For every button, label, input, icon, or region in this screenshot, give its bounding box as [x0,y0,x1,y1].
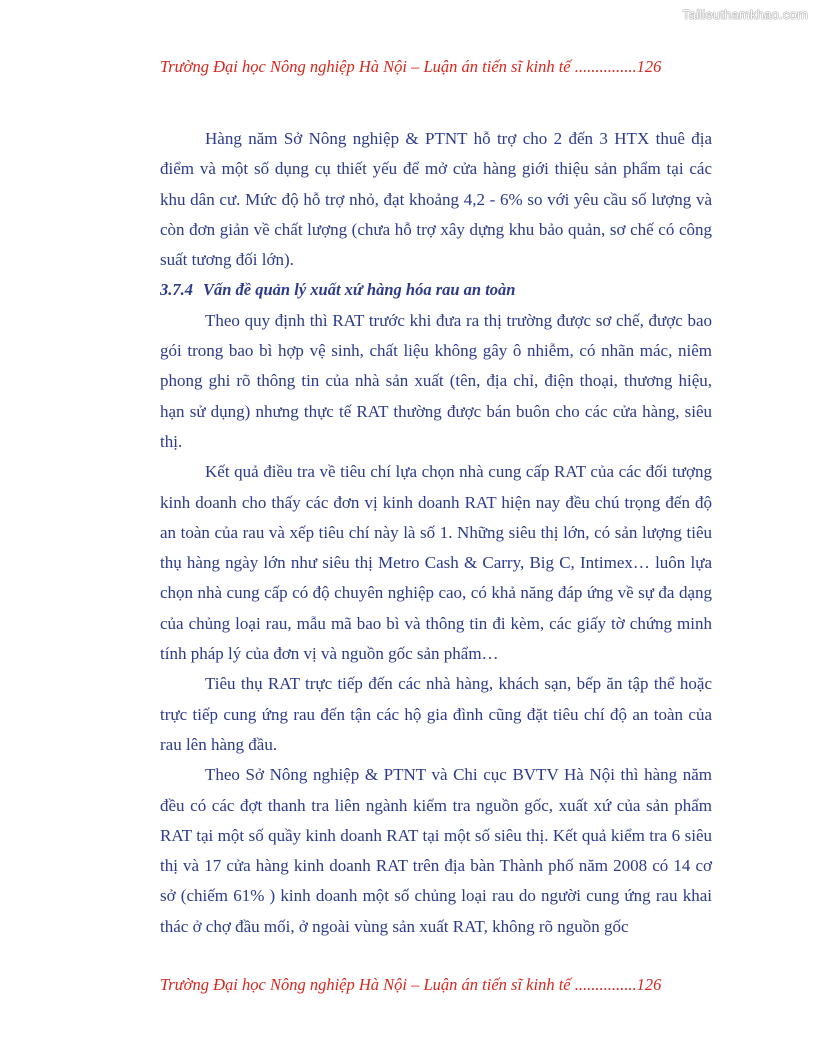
running-footer: Trường Đại học Nông nghiệp Hà Nội – Luận án tiến sĩ kinh tế ...............126 [160,975,662,994]
paragraph: Hàng năm Sở Nông nghiệp & PTNT hỗ trợ cho 2 đến 3 HTX thuê địa điểm và một số dụng cụ thiết yếu để mở cửa hàng giới thiệu sản phẩm tại các khu dân cư. Mức độ hỗ trợ nhỏ, đạt khoảng 4,2 - 6% so với yêu cầu số lượng và còn đơn giản về chất lượng (chưa hỗ trợ xây dựng khu bảo quản, sơ chế có công suất tương đối lớn). [160,129,712,270]
section-heading [160,275,712,305]
paragraph: Theo quy định thì RAT trước khi đưa ra thị trường được sơ chế, được bao gói trong bao bì hợp vệ sinh, chất liệu không gây ô nhiễm, có nhãn mác, niêm phong ghi rõ thông tin của nhà sản xuất (tên, địa chỉ, điện thoại, thương hiệu, hạn sử dụng) nhưng thực tế RAT thường được bán buôn cho các cửa hàng, siêu thị. [160,310,712,451]
running-header: Trường Đại học Nông nghiệp Hà Nội – Luận án tiến sĩ kinh tế ...............126 [160,57,662,76]
section-title: Vấn đề quản lý xuất xứ hàng hóa rau an toàn [203,280,516,300]
section-number: 3.7.4 [160,280,193,300]
watermark: Tailieuthamkhao.com [682,7,808,22]
paragraph: Tiêu thụ RAT trực tiếp đến các nhà hàng, khách sạn, bếp ăn tập thể hoặc trực tiếp cung ứng rau đến tận các hộ gia đình cũng đặt tiêu chí độ an toàn của rau lên hàng đầu. [160,674,712,754]
paragraph: Theo Sở Nông nghiệp & PTNT và Chi cục BVTV Hà Nội thì hàng năm đều có các đợt thanh tra liên ngành kiểm tra nguồn gốc, xuất xứ của sản phẩm RAT tại một số quầy kinh doanh RAT tại một số siêu thị. Kết quả kiểm tra 6 siêu thị và 17 cửa hàng kinh doanh RAT trên địa bàn Thành phố năm 2008 có 14 cơ sở (chiếm 61% ) kinh doanh một số chủng loại rau do người cung ứng rau khai thác ở chợ đầu mối, ở ngoài vùng sản xuất RAT, không rõ nguồn gốc [160,765,712,936]
page-body [160,124,712,942]
paragraph: Kết quả điều tra về tiêu chí lựa chọn nhà cung cấp RAT của các đối tượng kinh doanh cho thấy các đơn vị kinh doanh RAT hiện nay đều chú trọng đến độ an toàn của rau và xếp tiêu chí này là số 1. Những siêu thị lớn, có sản lượng tiêu thụ hàng ngày lớn như siêu thị Metro Cash & Carry, Big C, Intimex… luôn lựa chọn nhà cung cấp có độ chuyên nghiệp cao, có khả năng đáp ứng về sự đa dạng của chủng loại rau, mẫu mã bao bì và thông tin đi kèm, các giấy tờ chứng minh tính pháp lý của đơn vị và nguồn gốc sản phẩm… [160,462,712,664]
